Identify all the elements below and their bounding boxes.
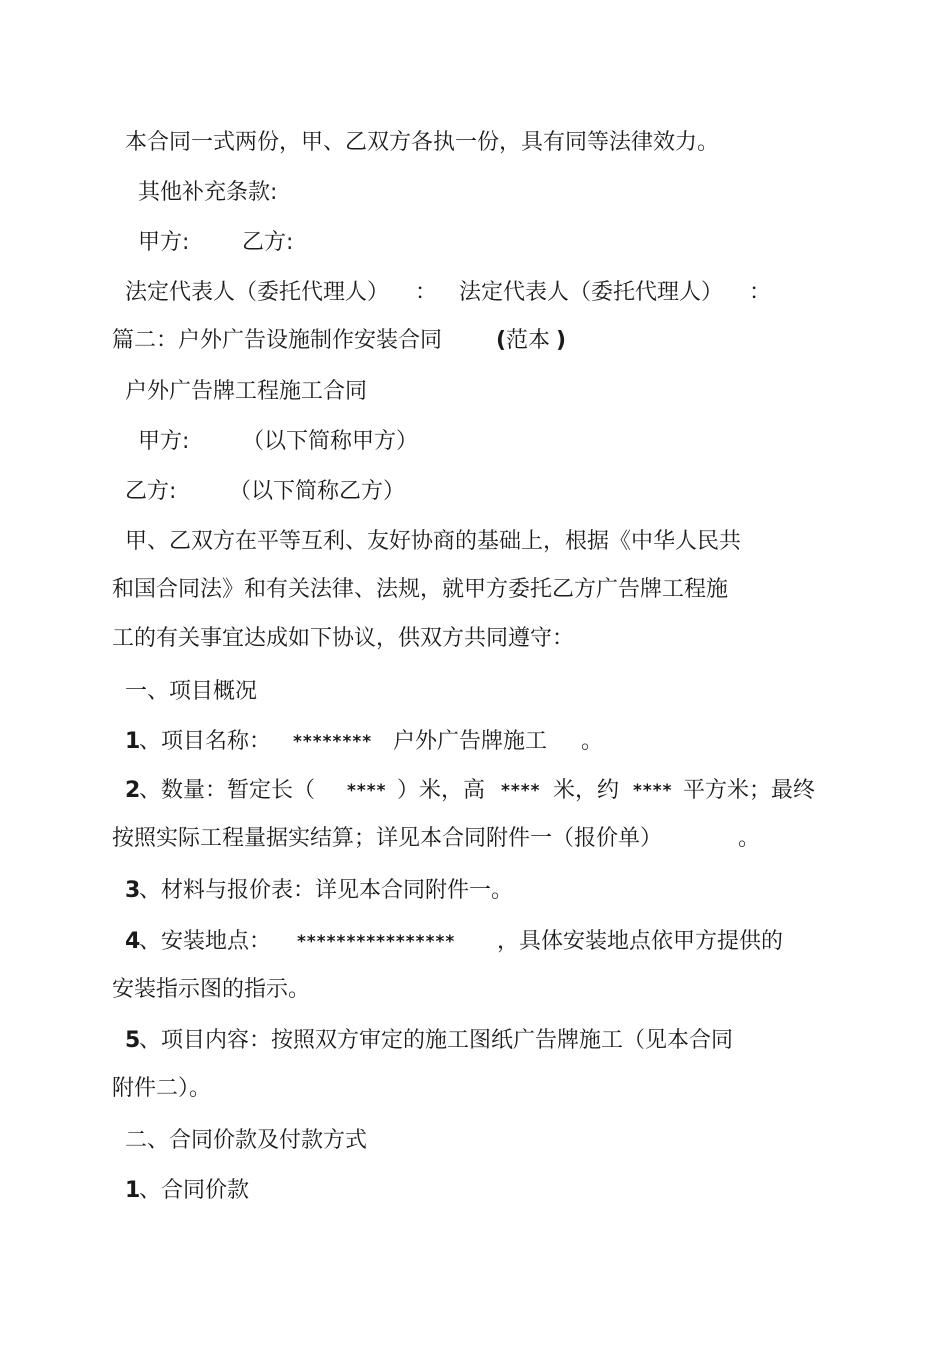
item-5-continuation: 附件二）。 xyxy=(112,1076,212,1101)
masked-height: **** xyxy=(501,781,541,801)
party-b-abbrev: （以下简称乙方） xyxy=(229,479,406,504)
paren-open: ( xyxy=(496,328,507,353)
item-4-location xyxy=(125,927,825,957)
item-2-text-d: 平方米；最终 xyxy=(683,778,816,803)
heading-contract-price: 二、合同价款及付款方式 xyxy=(125,1128,368,1153)
party-a-abbrev: （以下简称甲方） xyxy=(242,429,419,454)
paragraph-copies: 本合同一式两份，甲、乙双方各执一份，具有同等法律效力。 xyxy=(125,130,720,155)
item-1-label: 、项目名称： xyxy=(139,729,272,754)
item-2-label: 、数量：暂定长（ xyxy=(139,778,316,803)
item-4-text-b: ，具体安装地点依甲方提供的 xyxy=(497,929,784,954)
item-number: 1 xyxy=(125,729,141,754)
item-4-label: 、安装地点： xyxy=(139,929,272,954)
signature-parties-line xyxy=(138,228,438,258)
party-a-label-2: 甲方: xyxy=(138,429,190,454)
item-5-label: 、项目内容：按照双方审定的施工图纸广告牌施工（见本合同 xyxy=(139,1028,734,1053)
item-2-quantity xyxy=(125,776,825,806)
item-1-project-name xyxy=(125,727,625,757)
contract-price-label: 、合同价款 xyxy=(139,1178,250,1203)
item-1-contract-price xyxy=(125,1176,425,1206)
item-2-settlement: 按照实际工程量据实结算；详见本合同附件一（报价单） xyxy=(112,826,663,851)
item-2-continuation xyxy=(112,824,772,854)
contract-title: 户外广告牌工程施工合同 xyxy=(125,379,368,404)
legal-representative-line xyxy=(125,278,805,308)
item-4-continuation: 安装指示图的指示。 xyxy=(112,977,311,1002)
party-a-label: 甲方: xyxy=(138,230,190,255)
template-label: 范本 xyxy=(506,328,551,353)
preamble-line-1: 甲、乙双方在平等互利、友好协商的基础上，根据《中华人民共 xyxy=(125,529,742,554)
colon-a: ： xyxy=(415,280,438,305)
party-a-line xyxy=(138,427,438,457)
period: 。 xyxy=(738,826,761,851)
item-2-text-b: ）米，高 xyxy=(397,778,486,803)
colon-b: ： xyxy=(749,280,772,305)
representative-a-label: 法定代表人（委托代理人） xyxy=(125,280,390,305)
item-number: 5 xyxy=(125,1028,141,1053)
party-b-line xyxy=(125,477,425,507)
representative-b-label: 法定代表人（委托代理人） xyxy=(459,280,724,305)
item-number: 2 xyxy=(125,778,141,803)
period: 。 xyxy=(581,729,604,754)
preamble-line-2: 和国合同法》和有关法律、法规，就甲方委托乙方广告牌工程施 xyxy=(112,577,729,602)
item-number: 1 xyxy=(125,1178,141,1203)
paragraph-supplementary: 其他补充条款: xyxy=(138,180,278,205)
item-5-content xyxy=(125,1026,805,1056)
party-b-label-2: 乙方: xyxy=(125,479,177,504)
party-b-label: 乙方: xyxy=(242,230,294,255)
item-number: 4 xyxy=(125,929,141,954)
paren-close: ) xyxy=(556,328,567,353)
item-2-text-c: 米，约 xyxy=(553,778,620,803)
masked-length: **** xyxy=(347,781,387,801)
masked-area: **** xyxy=(633,781,673,801)
item-number: 3 xyxy=(125,878,141,903)
preamble-line-3: 工的有关事宜达成如下协议，供双方共同遵守： xyxy=(112,626,575,651)
heading-project-overview: 一、项目概况 xyxy=(125,679,258,704)
part-two-title: 篇二：户外广告设施制作安装合同 xyxy=(112,328,443,353)
masked-location: **************** xyxy=(297,932,456,952)
item-3-materials xyxy=(125,876,625,906)
item-3-label: 、材料与报价表：详见本合同附件一。 xyxy=(139,878,514,903)
project-name-value: 户外广告牌施工 xyxy=(393,729,548,754)
masked-value: ******** xyxy=(293,732,373,752)
section-title-part-two xyxy=(112,326,612,356)
